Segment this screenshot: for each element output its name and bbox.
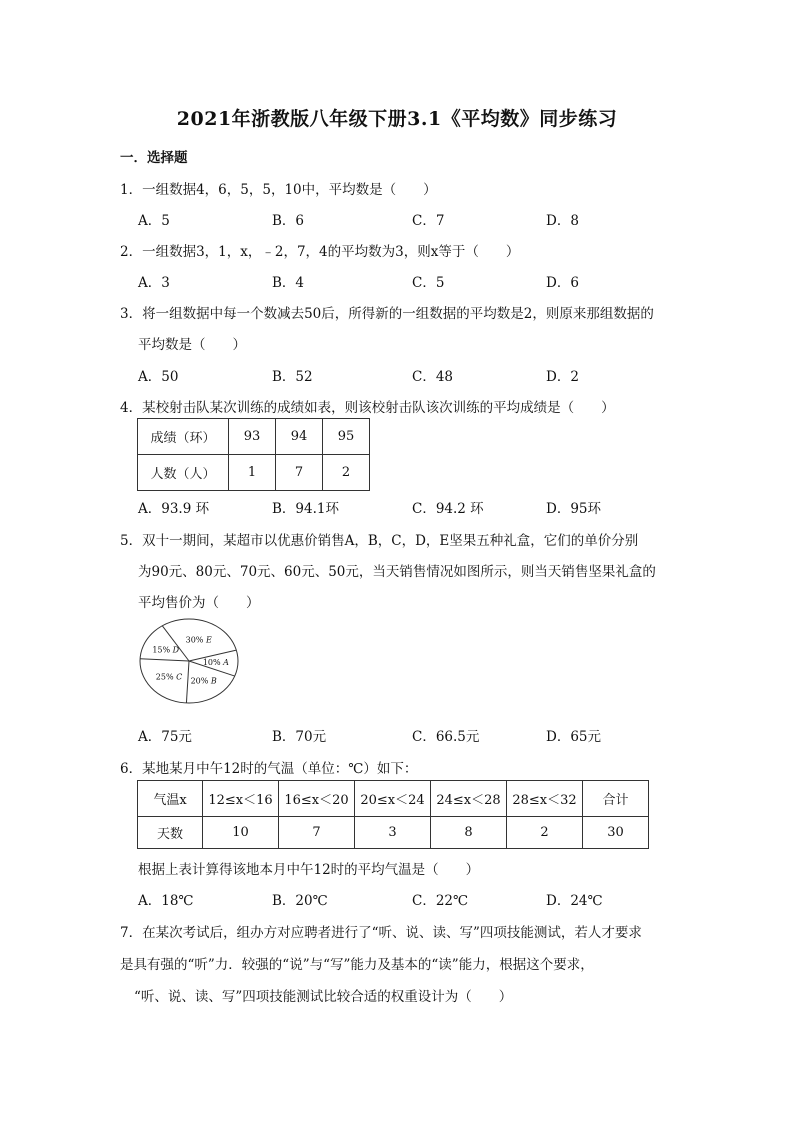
table-cell: 94 [276, 419, 323, 455]
table-row [138, 817, 649, 849]
question-7-line-2: 是具有强的“听”力．较强的“说”与“写”能力及基本的“读”能力，根据这个要求， [120, 957, 594, 973]
question-5-line-3: 平均售价为（ ） [138, 595, 260, 611]
pie-slice-label-c: 25% C [155, 672, 183, 682]
table-cell: 30 [583, 817, 649, 849]
q6-option-b: B．20℃ [272, 893, 328, 909]
table-cell: 3 [355, 817, 431, 849]
table-cell: 1 [229, 455, 276, 491]
table-cell: 93 [229, 419, 276, 455]
table-cell: 人数（人） [138, 455, 229, 491]
table-cell: 成绩（环） [138, 419, 229, 455]
table-cell: 16≤x＜20 [279, 781, 355, 817]
table-cell: 95 [323, 419, 370, 455]
table-cell: 2 [507, 817, 583, 849]
table-cell: 7 [279, 817, 355, 849]
pie-slice-label-a: 10% A [202, 658, 229, 668]
q4-option-c: C．94.2 环 [412, 501, 484, 517]
question-1: 1．一组数据4，6，5，5，10中，平均数是（ ） [120, 182, 437, 198]
question-6: 6．某地某月中午12时的气温（单位：℃）如下： [120, 761, 418, 777]
pie-slice-label-b: 20% B [190, 676, 217, 686]
table-cell: 合计 [583, 781, 649, 817]
pie-chart [138, 616, 242, 706]
q1-option-d: D．8 [546, 213, 579, 229]
q2-option-a: A．3 [138, 275, 170, 291]
q4-option-b: B．94.1环 [272, 501, 339, 517]
q1-option-c: C．7 [412, 213, 445, 229]
q4-option-a: A．93.9 环 [138, 501, 210, 517]
q5-option-a: A．75元 [138, 729, 192, 745]
q4-option-d: D．95环 [546, 501, 602, 517]
score-table [137, 418, 370, 491]
question-5-line-1: 5．双十一期间，某超市以优惠价销售A，B，C，D，E坚果五种礼盒，它们的单价分别 [120, 533, 639, 549]
q5-option-d: D．65元 [546, 729, 602, 745]
question-4: 4．某校射击队某次训练的成绩如表，则该校射击队该次训练的平均成绩是（ ） [120, 400, 615, 416]
question-6-followup: 根据上表计算得该地本月中午12时的平均气温是（ ） [138, 862, 480, 878]
table-cell: 8 [431, 817, 507, 849]
pie-slice-label-d: 15% D [152, 645, 180, 655]
pie-slice-label-e: 30% E [185, 635, 212, 645]
table-row [138, 455, 370, 491]
table-cell: 天数 [138, 817, 203, 849]
table-cell: 2 [323, 455, 370, 491]
table-cell: 7 [276, 455, 323, 491]
q6-option-a: A．18℃ [138, 893, 194, 909]
table-cell: 24≤x＜28 [431, 781, 507, 817]
q6-option-c: C．22℃ [412, 893, 469, 909]
q3-option-d: D．2 [546, 369, 579, 385]
table-row [138, 781, 649, 817]
q5-option-b: B．70元 [272, 729, 327, 745]
q2-option-b: B．4 [272, 275, 305, 291]
question-3-line-2: 平均数是（ ） [138, 337, 246, 353]
q2-option-d: D．6 [546, 275, 579, 291]
q3-option-c: C．48 [412, 369, 454, 385]
question-7-line-1: 7．在某次考试后，组办方对应聘者进行了“听、说、读、写”四项技能测试，若人才要求 [120, 925, 642, 941]
table-cell: 12≤x＜16 [203, 781, 279, 817]
question-2: 2．一组数据3，1，x，﹣2，7，4的平均数为3，则x等于（ ） [120, 244, 520, 260]
table-row [138, 419, 370, 455]
q1-option-b: B．6 [272, 213, 305, 229]
table-cell: 气温x [138, 781, 203, 817]
table-cell: 20≤x＜24 [355, 781, 431, 817]
q2-option-c: C．5 [412, 275, 445, 291]
table-cell: 28≤x＜32 [507, 781, 583, 817]
question-5-line-2: 为90元、80元、70元、60元、50元，当天销售情况如图所示，则当天销售坚果礼盒的 [138, 564, 656, 580]
section-heading: 一．选择题 [120, 150, 188, 166]
q1-option-a: A．5 [138, 213, 170, 229]
table-cell: 10 [203, 817, 279, 849]
page-title: 2021年浙教版八年级下册3.1《平均数》同步练习 [176, 108, 618, 130]
temperature-table [137, 780, 649, 849]
question-3-line-1: 3．将一组数据中每一个数减去50后，所得新的一组数据的平均数是2，则原来那组数据的 [120, 306, 654, 322]
q3-option-a: A．50 [138, 369, 179, 385]
q5-option-c: C．66.5元 [412, 729, 480, 745]
q3-option-b: B．52 [272, 369, 313, 385]
q6-option-d: D．24℃ [546, 893, 603, 909]
question-7-line-3: “听、说、读、写”四项技能测试比较合适的权重设计为（ ） [134, 989, 513, 1005]
